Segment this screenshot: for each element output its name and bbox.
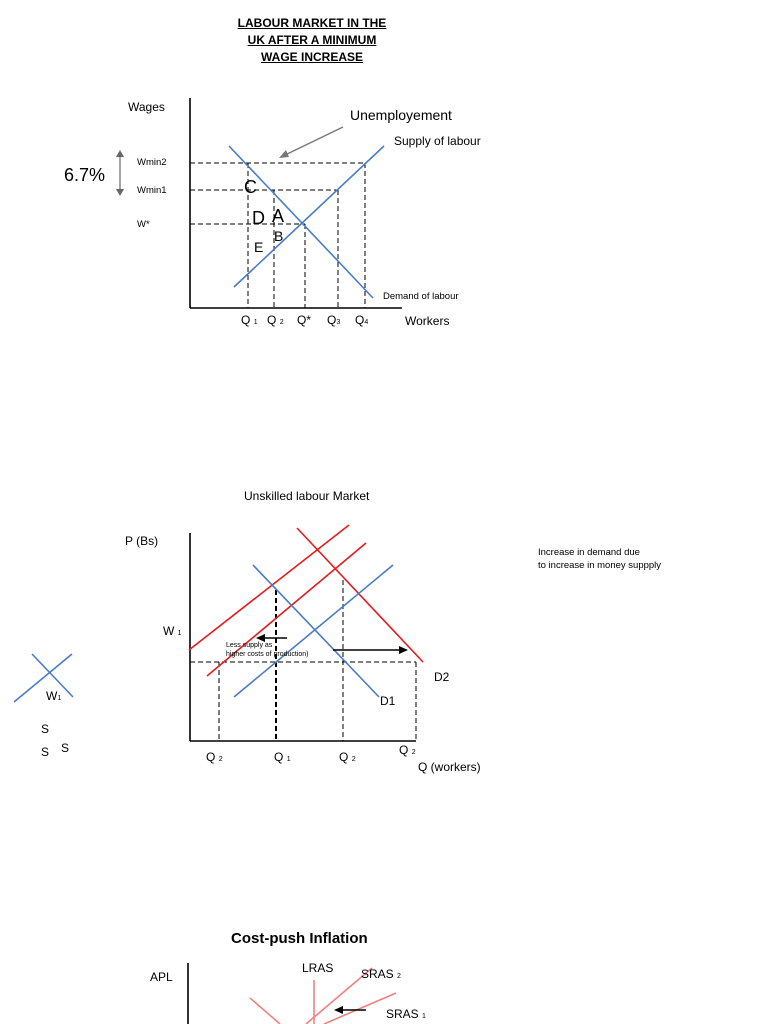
side-s-label: S <box>41 722 50 736</box>
percent-label: 6.7% <box>64 165 106 185</box>
diagram-2-title: Unskilled labour Market <box>244 489 370 503</box>
diagram-3-title: Cost-push Inflation <box>231 930 368 947</box>
supply-label: Supply of labour <box>394 134 481 148</box>
q-label: Q 2 <box>267 313 284 327</box>
area-label: E <box>254 239 264 255</box>
side-w-label: W1 <box>46 689 62 703</box>
lras-label: LRAS <box>302 961 334 975</box>
q-label: Q 2 <box>206 750 223 764</box>
x-axis-label: Q (workers) <box>418 760 481 774</box>
wage-label: Wmin1 <box>137 185 167 196</box>
q-label: Q* <box>297 313 312 327</box>
area-label: D <box>252 208 265 228</box>
title-line: LABOUR MARKET IN THE <box>237 16 387 30</box>
area-label: C <box>244 177 257 197</box>
side-s-label: S <box>41 745 50 759</box>
ad-line <box>250 998 280 1024</box>
q-label: Q4 <box>355 313 369 327</box>
q-label: Q 2 <box>399 743 416 757</box>
title-line: WAGE INCREASE <box>260 50 363 64</box>
sras1-label: SRAS 1 <box>386 1007 426 1021</box>
unemployment-label: Unemployement <box>350 107 452 123</box>
area-label: A <box>272 206 285 226</box>
demand-label: Demand of labour <box>383 291 459 302</box>
q-label: Q 2 <box>339 750 356 764</box>
title-line: UK AFTER A MINIMUM <box>247 33 377 47</box>
q-label: Q 1 <box>241 313 258 327</box>
q-label: Q3 <box>327 313 341 327</box>
y-axis-label: Wages <box>128 100 165 114</box>
y-axis-label: P (Bs) <box>125 534 159 548</box>
w1-label: W 1 <box>163 624 182 638</box>
wage-label: Wmin2 <box>137 157 167 168</box>
d2-label: D2 <box>434 670 450 684</box>
d1-label: D1 <box>380 694 396 708</box>
sras2-label: SRAS 2 <box>361 967 401 981</box>
note-line: higher costs of production) <box>226 651 309 658</box>
note-line: Increase in demand due <box>538 547 640 558</box>
wage-label: W* <box>137 219 150 230</box>
note-line: Less supply as <box>226 642 273 649</box>
note-line: to increase in money suppply <box>538 560 662 571</box>
side-s-label: S <box>61 741 70 755</box>
x-axis-label: Workers <box>405 314 450 328</box>
q-label: Q 1 <box>274 750 291 764</box>
y-axis-label: APL <box>150 970 173 984</box>
area-label: B <box>274 228 284 244</box>
